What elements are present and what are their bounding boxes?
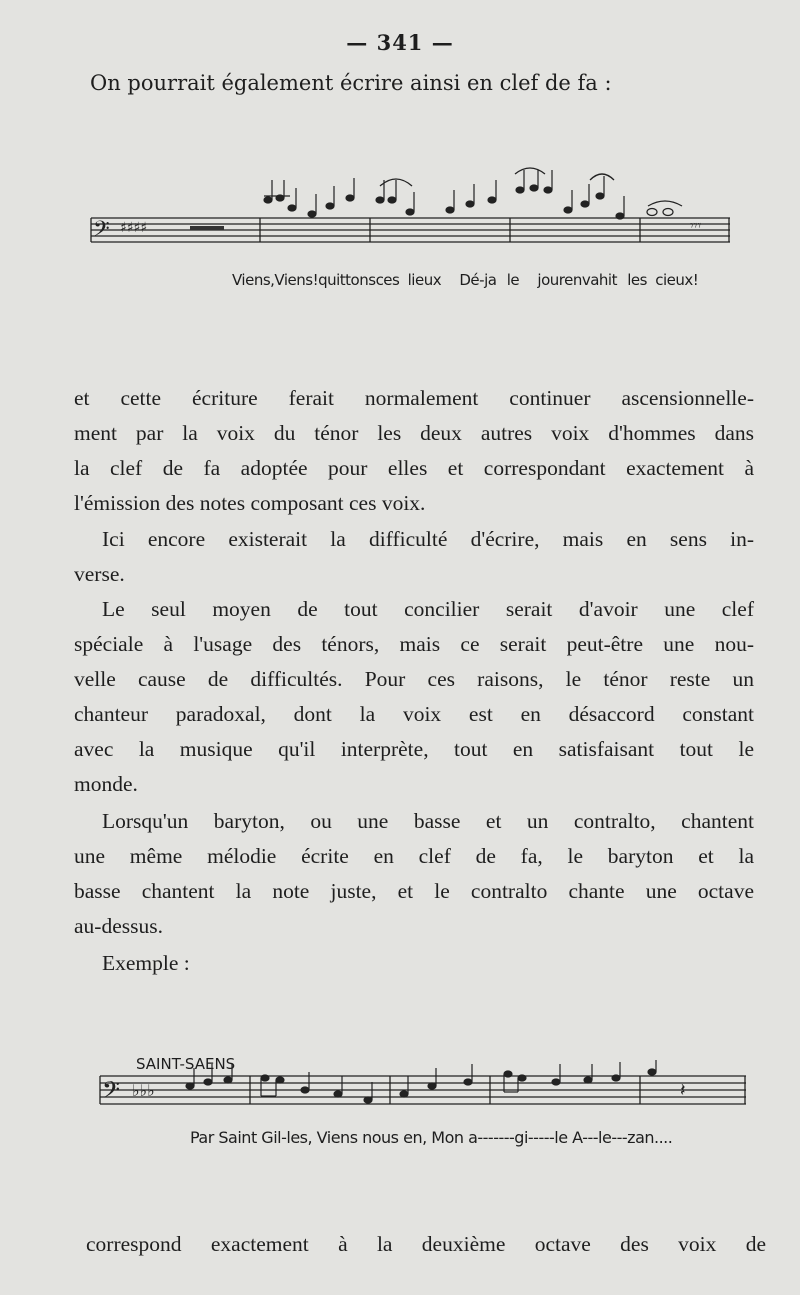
text-line: verse. [74, 562, 125, 586]
paragraph-3 [74, 592, 754, 802]
text-line: une même mélodie écrite en clef de fa, le baryton et la [74, 844, 754, 868]
svg-text:𝄽: 𝄽 [680, 1080, 686, 1101]
key-sharps-icon: ♯♯♯♯ [120, 220, 148, 236]
text-line: ment par la voix du ténor les deux autres voix d'hommes dans [74, 421, 754, 445]
text-line: avec la musique qu'il interprète, tout en satisfaisant tout le [74, 737, 754, 761]
lyric-word: le [506, 271, 520, 289]
example2-lyrics: Par Saint Gil-les, Viens nous en, Mon a-------gi-----le A---le---zan.... [190, 1128, 673, 1147]
music-staff-2 [0, 1060, 800, 1130]
text-line: spéciale à l'usage des ténors, mais ce serait peut-être une nou- [74, 632, 754, 656]
music-staff-1 [0, 160, 800, 270]
example-label [74, 946, 754, 981]
lyric-word: jour [537, 271, 565, 289]
text-line: basse chantent la note juste, et le contralto chante une octave [74, 879, 754, 903]
intro-line: On pourrait également écrire ainsi en clef de fa : [90, 71, 612, 95]
text-line: la clef de fa adoptée pour elles et correspondant exactement à [74, 456, 754, 480]
lyric-word: les [627, 271, 647, 289]
bass-clef-icon: 𝄢 [102, 1076, 121, 1109]
svg-text:𝄾𝄾𝄾: 𝄾𝄾𝄾 [690, 218, 702, 234]
text-line: l'émission des notes composant ces voix. [74, 491, 426, 515]
lyric-word: Viens! [274, 271, 319, 289]
composer-name: SAINT-SAENS [136, 1055, 236, 1073]
text-line: Le seul moyen de tout concilier serait d'avoir une clef [102, 597, 754, 621]
lyric-word: Viens, [232, 271, 275, 289]
lyric-word: cieux! [655, 271, 699, 289]
paragraph-2 [74, 522, 754, 592]
last-line: correspond exactement à la deuxième octave des voix de [86, 1232, 766, 1256]
text-line: Lorsqu'un baryton, ou une basse et un contralto, chantent [102, 809, 754, 833]
page-number: — 341 — [346, 30, 454, 55]
text-line: monde. [74, 772, 138, 796]
paragraph-1 [74, 381, 754, 521]
paragraph-4 [74, 804, 754, 944]
text-line: velle cause de difficultés. Pour ces raisons, le ténor reste un [74, 667, 754, 691]
lyric-word: lieux [407, 271, 442, 289]
text-line: et cette écriture ferait normalement continuer ascensionnelle- [74, 386, 754, 410]
text-line: au-dessus. [74, 914, 163, 938]
lyric-word: vahit [581, 271, 617, 289]
lyric-word: ces [375, 271, 400, 289]
example-label-text: Exemple : [102, 951, 190, 975]
text-line: Ici encore existerait la difficulté d'écrire, mais en sens in- [102, 527, 754, 551]
lyric-word: quittons [318, 271, 376, 289]
text-line: chanteur paradoxal, dont la voix est en désaccord constant [74, 702, 754, 726]
example1-lyrics [232, 271, 699, 289]
lyric-word: Dé-ja [459, 271, 497, 289]
bass-clef-icon: 𝄢 [93, 217, 110, 247]
key-flats-icon: ♭♭♭ [132, 1081, 155, 1100]
lyric-word: en [564, 271, 582, 289]
